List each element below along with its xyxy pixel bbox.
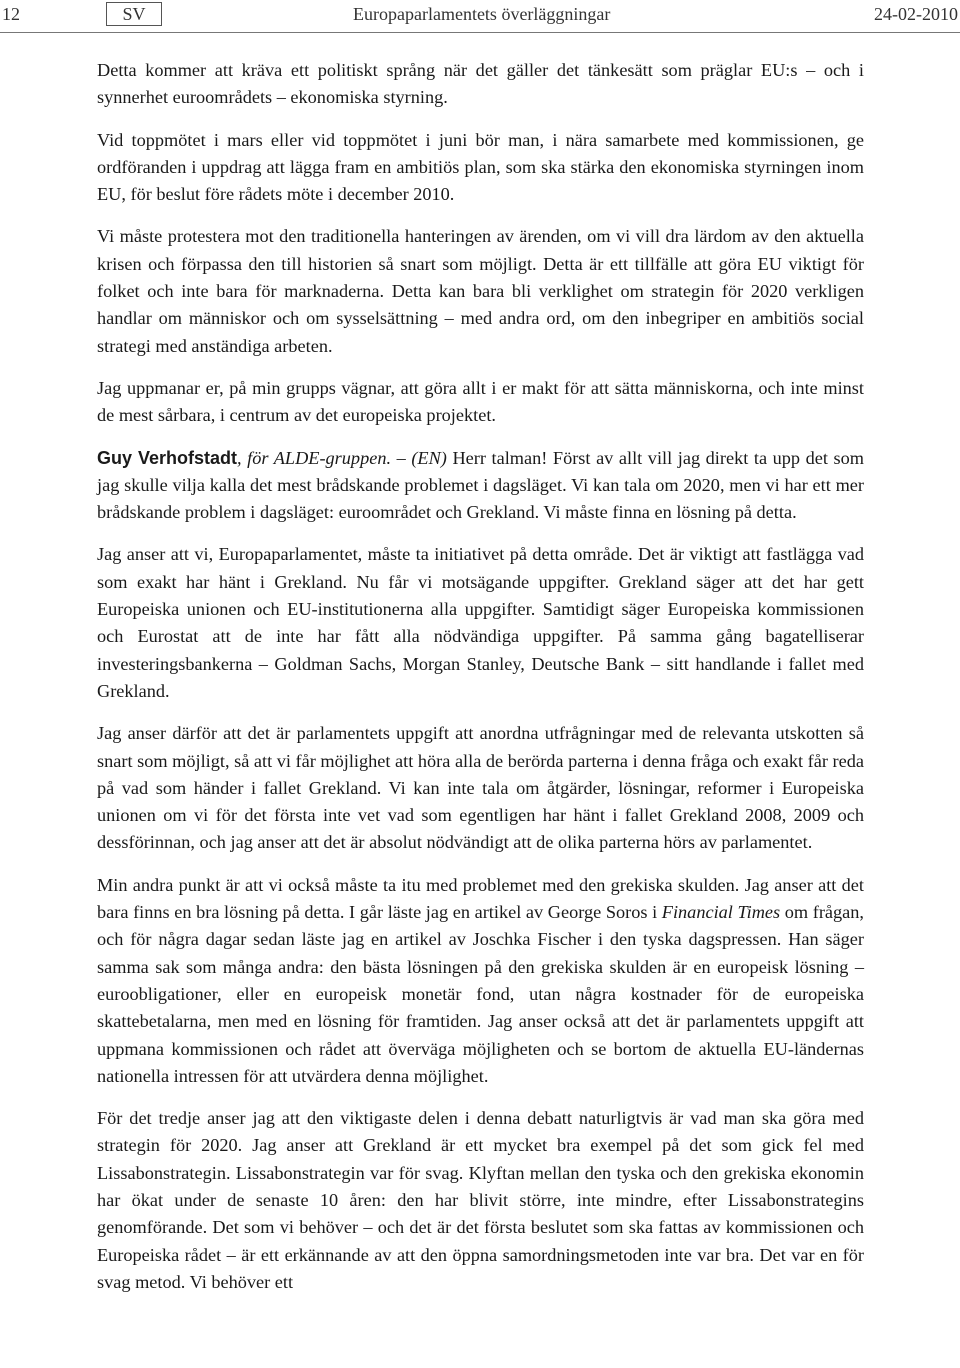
page-number: 12 <box>2 4 20 24</box>
language-code-box: SV <box>106 2 162 26</box>
session-date: 24-02-2010 <box>874 4 958 24</box>
soros-text-after: om frågan, och för några dagar sedan läste jag en artikel av Joschka Fischer i den tyska dagspressen. Han säger samma sak som många andra: den bästa lösningen på den grekiska skulden är en europeisk lösning – euroobligationer, eller en europeisk monetär fond, utan några kostnader för de europeiska skattebetalarna, men med en lösning för framtiden. Jag anser också att det är parlamentets uppgift att uppmana kommissionen och rådet att överväga möjligheten och se bortom de aktuella EU-ländernas nationella intressen för att utvärdera denna möjlighet. <box>97 902 864 1086</box>
speaker-name: Guy Verhofstadt <box>97 447 238 468</box>
speech-paragraph-4: För det tredje anser jag att den viktigaste delen i denna debatt naturligtvis är vad man ska göra med strategin för 2020. Jag anser att Grekland är ett mycket bra exempel på det som gick fel med Lissabonstrategin. Lissabonstrategin var för svag. Klyftan mellan den tyska och den grekiska ekonomin har ökat under de senaste 10 åren: den har blivit större, inte mindre, efter Lissabonstrategins genomförande. Det som vi behöver – och det är det första beslutet som ska fattas av kommissionen och Europeiska rådet – är ett erkännande av att den öppna samordningsmetoden inte var bra. Det var en för svag metod. Vi behöver ett <box>97 1108 864 1292</box>
speech-separator: – <box>391 447 412 468</box>
page-header <box>0 0 960 33</box>
speech-paragraph-2: Jag anser därför att det är parlamentets uppgift att anordna utfrågningar med de relevanta utskotten så snart som möjligt, så att vi får möjlighet att höra alla de berörda parterna i denna fråga och exakt får reda på vad som händer i fallet Grekland. Vi kan inte tala om åtgärder, lösningar, reformer i Europeiska unionen om vi för det första inte vet vad som egentligen har hänt i fallet Grekland 2008, 2009 och dessförinnan, och jag anser att det är absolut nödvändigt att de olika parterna hörs av parlamentet. <box>97 723 864 853</box>
soros-text-before: Min andra punkt är att vi också måste ta itu med problemet med den grekiska skulden. Jag anser att det bara finns en bra lösning på detta. I går läste jag en artikel av George Soros i <box>97 874 864 923</box>
publication-title: Europaparlamentets överläggningar <box>353 4 611 24</box>
original-language-tag: (EN) <box>411 447 447 468</box>
publication-name: Financial Times <box>661 902 781 923</box>
speech-opening <box>97 445 864 527</box>
paragraph-3: Vi måste protestera mot den traditionella hanteringen av ärenden, om vi vill dra lärdom av den aktuella krisen och förpassa den till historien så snart som möjligt. Detta är ett tillfälle att göra EU viktigt för folket och inte bara för marknaderna. Detta kan bara bli verklighet om strategin för 2020 verkligen handlar om människor och om sysselsättning – med andra ord, om den inbegriper en ambitiös social strategi med anständiga arbeten. <box>97 226 864 356</box>
document-body <box>97 57 864 1311</box>
paragraph-4: Jag uppmanar er, på min grupps vägnar, att göra allt i er makt för att sätta människorna, och inte minst de mest sårbara, i centrum av det europeiska projektet. <box>97 377 864 426</box>
paragraph-2: Vid toppmötet i mars eller vid toppmötet i juni bör man, i nära samarbete med kommissionen, ge ordföranden i uppdrag att lägga fram en ambitiös plan, som ska stärka den ekonomiska styrningen inom EU, för beslut före rådets möte i december 2010. <box>97 129 864 205</box>
speech-opening-text: Herr talman! Först av allt vill jag direkt ta upp det som jag skulle vilja kalla det mest brådskande problemet i dagsläget. Vi kan tala om 2020, men vi har ett mer brådskande problem i dagsläget: euroområdet och Grekland. Vi måste finna en lösning på detta. <box>97 447 864 523</box>
speech-paragraph-1: Jag anser att vi, Europaparlamentet, måste ta initiativet på detta område. Det är viktigt att fastlägga vad som exakt har hänt i Grekland. Nu får vi motsägande uppgifter. Grekland säger att det har gett Europeiska unionen och EU-institutionerna alla uppgifter. Samtidigt säger Europeiska kommissionen och Eurostat att de inte har fått alla nödvändiga uppgifter. På samma gång bagatelliserar investeringsbankerna – Goldman Sachs, Morgan Stanley, Deutsche Bank – sitt handlande i fallet med Grekland. <box>97 544 864 701</box>
speech-paragraph-3 <box>97 872 864 1090</box>
speaker-affiliation: , för ALDE-gruppen. <box>237 447 392 468</box>
paragraph-1: Detta kommer att kräva ett politiskt språng när det gäller det tänkesätt som präglar EU:s – och i synnerhet euroområdets – ekonomiska styrning. <box>97 60 864 108</box>
